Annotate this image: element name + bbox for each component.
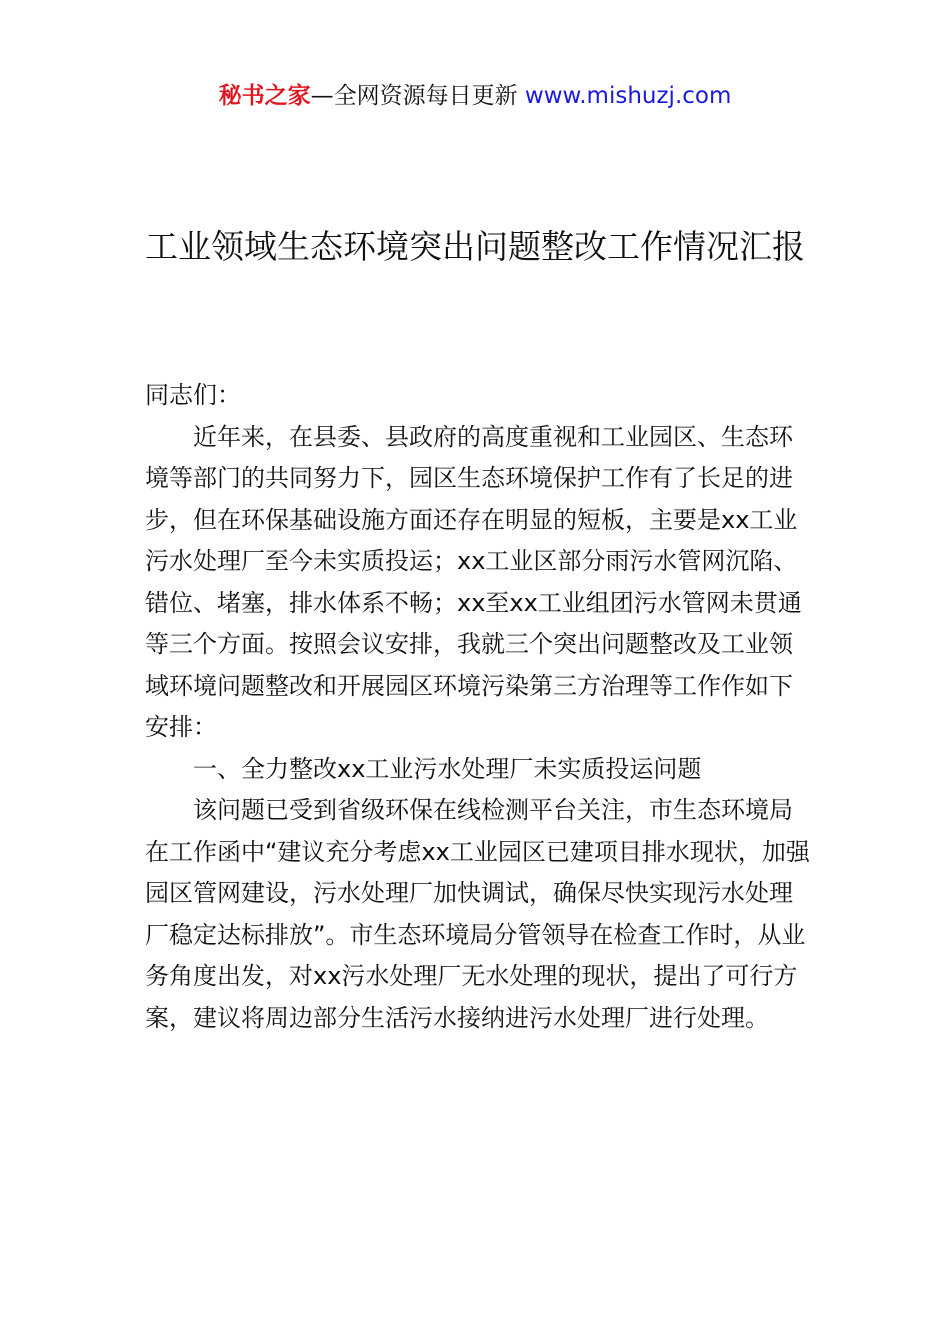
site-tagline: —全网资源每日更新 bbox=[310, 83, 518, 109]
paragraph-section-1: 该问题已受到省级环保在线检测平台关注，市生态环境局在工作函中“建议充分考虑xx工业园区已建项目排水现状，加强园区管网建设，污水处理厂加快调试，确保尽快实现污水处理厂稳定达标排放”。市生态环境局分管领导在检查工作时，从业务角度出发，对xx污水处理厂无水处理的现状，提出了可行方案，建议将周边部分生活污水接纳进污水处理厂进行处理。 bbox=[145, 796, 810, 1032]
salutation: 同志们： bbox=[145, 381, 241, 409]
document-body bbox=[145, 375, 810, 1039]
site-header bbox=[0, 80, 950, 112]
paragraph-intro: 近年来，在县委、县政府的高度重视和工业园区、生态环境等部门的共同努力下，园区生态环境保护工作有了长足的进步，但在环保基础设施方面还存在明显的短板，主要是xx工业污水处理厂至今未实质投运；xx工业区部分雨污水管网沉陷、错位、堵塞，排水体系不畅；xx至xx工业组团污水管网未贯通等三个方面。按照会议安排，我就三个突出问题整改及工业领域环境问题整改和开展园区环境污染第三方治理等工作作如下安排： bbox=[145, 422, 802, 741]
site-url-link[interactable]: www.mishuzj.com bbox=[524, 83, 732, 109]
document-title: 工业领域生态环境突出问题整改工作情况汇报 bbox=[145, 227, 805, 266]
section-heading-1: 一、全力整改xx工业污水处理厂未实质投运问题 bbox=[193, 754, 702, 783]
site-brand: 秘书之家 bbox=[218, 83, 311, 109]
